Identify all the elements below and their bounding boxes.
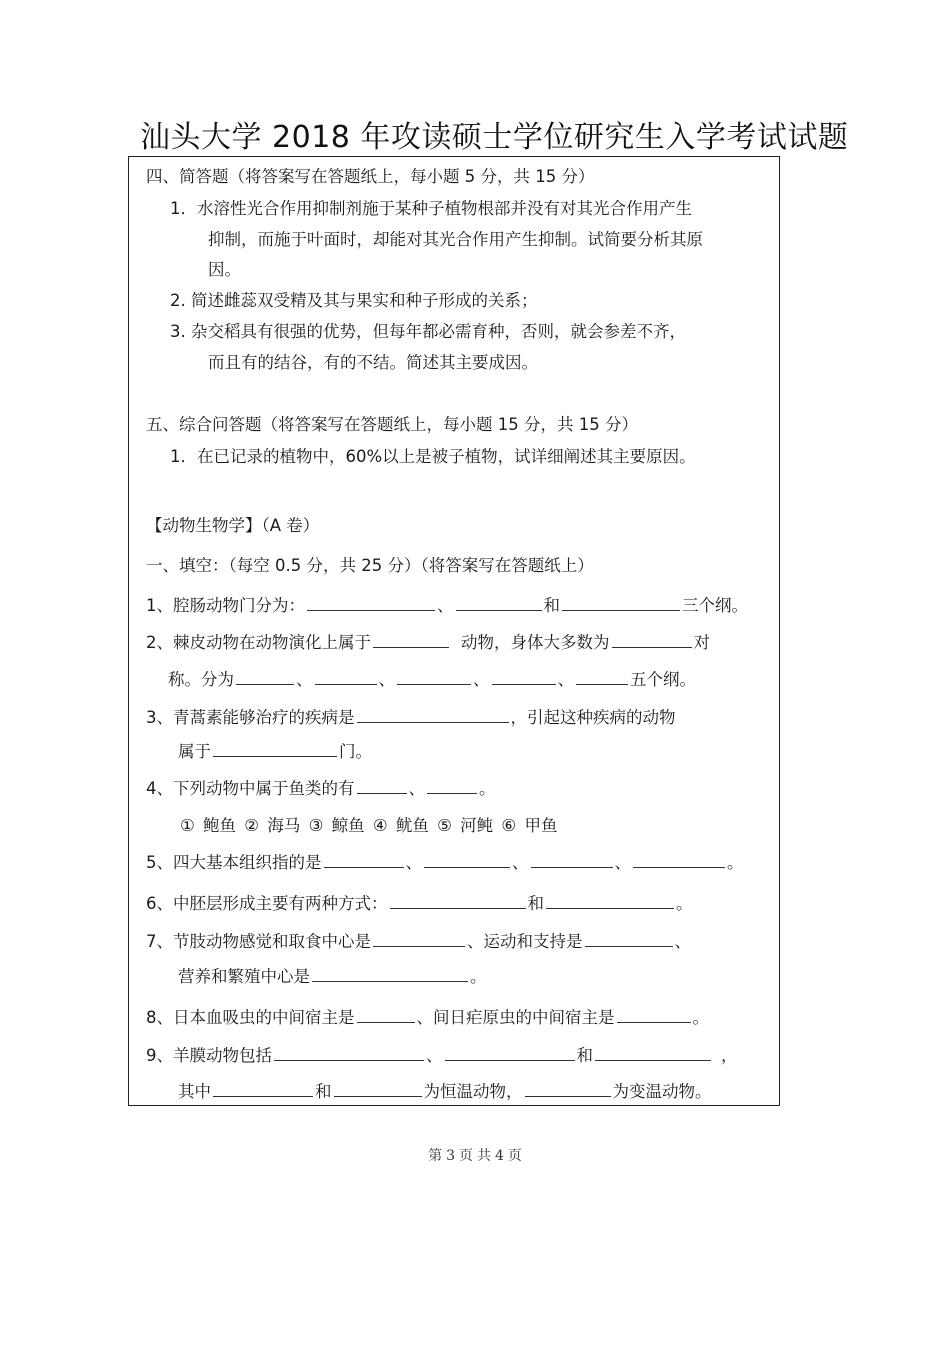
zq9-line2 xyxy=(178,1078,712,1102)
separator: 、 xyxy=(614,853,631,872)
zq2-end: 对 xyxy=(693,633,710,652)
answer-blank[interactable] xyxy=(525,1082,611,1097)
answer-blank[interactable] xyxy=(456,596,542,611)
conjunction: 和 xyxy=(315,1082,332,1101)
zq4-suffix: 。 xyxy=(479,779,496,798)
zq9-end: ， xyxy=(721,1046,738,1065)
s4-q3-line1: 3. 杂交稻具有很强的优势，但每年都必需育种，否则，就会参差不齐， xyxy=(170,322,686,341)
answer-blank[interactable] xyxy=(424,853,510,868)
zq9-prefix: 9、羊膜动物包括 xyxy=(146,1046,272,1065)
conjunction: 和 xyxy=(527,894,544,913)
page-footer xyxy=(0,1145,950,1165)
separator: 、 xyxy=(378,670,395,689)
footer-di: 第 xyxy=(428,1148,443,1164)
zq7-prefix: 7、节肢动物感觉和取食中心是 xyxy=(146,932,371,951)
footer-ye: 页 xyxy=(507,1148,522,1164)
section5-heading: 五、综合问答题（将答案写在答题纸上，每小题 15 分，共 15 分） xyxy=(146,415,638,434)
separator: 、 xyxy=(437,596,454,615)
zq3-line2 xyxy=(178,738,372,762)
answer-blank[interactable] xyxy=(315,670,377,685)
answer-blank[interactable] xyxy=(595,1046,711,1061)
zq4-options: ① 鲍鱼 ② 海马 ③ 鲸鱼 ④ 鱿鱼 ⑤ 河鲀 ⑥ 甲鱼 xyxy=(180,816,558,835)
separator: 、 xyxy=(405,853,422,872)
separator: 、 xyxy=(408,779,425,798)
section4-heading: 四、简答题（将答案写在答题纸上，每小题 5 分，共 15 分） xyxy=(146,167,595,186)
zq9-suffix: 为变温动物。 xyxy=(612,1082,712,1101)
zq5-suffix: 。 xyxy=(727,853,744,872)
conjunction: 和 xyxy=(576,1046,593,1065)
s4-q3-line2: 而且有的结谷，有的不结。简述其主要成因。 xyxy=(208,353,538,372)
answer-blank[interactable] xyxy=(397,670,471,685)
footer-page-number: 3 xyxy=(446,1148,455,1164)
zq2-line1 xyxy=(146,629,710,653)
zq3-suffix: 门。 xyxy=(339,742,372,761)
zq3-line2-prefix: 属于 xyxy=(178,742,211,761)
zq6-suffix: 。 xyxy=(676,894,693,913)
separator: 、 xyxy=(473,670,490,689)
answer-blank[interactable] xyxy=(576,670,628,685)
zq6-line xyxy=(146,890,693,914)
answer-blank[interactable] xyxy=(427,779,477,794)
zq3-mid: ，引起这种疾病的动物 xyxy=(510,708,676,727)
footer-gong: 共 xyxy=(477,1148,491,1164)
zq2-line2-prefix: 称。分为 xyxy=(168,670,234,689)
answer-blank[interactable] xyxy=(562,596,680,611)
zq5-prefix: 5、四大基本组织指的是 xyxy=(146,853,322,872)
zoology-heading: 【动物生物学】（A 卷） xyxy=(146,516,320,535)
zq8-mid: 、间日疟原虫的中间宿主是 xyxy=(416,1008,615,1027)
answer-blank[interactable] xyxy=(612,633,692,648)
zq3-prefix: 3、青蒿素能够治疗的疾病是 xyxy=(146,708,355,727)
answer-blank[interactable] xyxy=(236,670,294,685)
zq9-mid: 为恒温动物， xyxy=(423,1082,523,1101)
answer-blank[interactable] xyxy=(617,1008,691,1023)
s4-q1-line2: 抑制，而施于叶面时，却能对其光合作用产生抑制。试简要分析其原 xyxy=(208,230,703,249)
answer-blank[interactable] xyxy=(373,932,465,947)
zq9-line1 xyxy=(146,1042,738,1066)
zq6-prefix: 6、中胚层形成主要有两种方式： xyxy=(146,894,388,913)
answer-blank[interactable] xyxy=(357,1008,415,1023)
zq7-end: 、 xyxy=(674,932,691,951)
separator: 、 xyxy=(426,1046,443,1065)
answer-blank[interactable] xyxy=(334,1082,422,1097)
zq2-prefix: 2、棘皮动物在动物演化上属于 xyxy=(146,633,371,652)
footer-total-pages: 4 xyxy=(495,1148,504,1164)
answer-blank[interactable] xyxy=(213,1082,313,1097)
s4-q1-line3: 因。 xyxy=(208,260,241,279)
zq3-line1 xyxy=(146,704,676,728)
separator: 、 xyxy=(296,670,313,689)
zq7-mid: 、运动和支持是 xyxy=(467,932,583,951)
answer-blank[interactable] xyxy=(445,1046,575,1061)
zq9-line2-prefix: 其中 xyxy=(178,1082,211,1101)
zq7-line2 xyxy=(178,963,487,987)
zoology-section1-heading: 一、填空：（每空 0.5 分，共 25 分）（将答案写在答题纸上） xyxy=(146,556,594,575)
zq5-line xyxy=(146,849,744,873)
answer-blank[interactable] xyxy=(492,670,556,685)
answer-blank[interactable] xyxy=(633,853,725,868)
zq8-suffix: 。 xyxy=(692,1008,709,1027)
answer-blank[interactable] xyxy=(373,633,449,648)
answer-blank[interactable] xyxy=(307,596,435,611)
answer-blank[interactable] xyxy=(213,742,337,757)
zq1-line xyxy=(146,592,748,616)
answer-blank[interactable] xyxy=(274,1046,424,1061)
zq2-mid: 动物，身体大多数为 xyxy=(461,633,610,652)
answer-blank[interactable] xyxy=(324,853,404,868)
zq7-line1 xyxy=(146,928,691,952)
footer-ye: 页 xyxy=(459,1148,473,1164)
answer-blank[interactable] xyxy=(546,894,674,909)
zq8-prefix: 8、日本血吸虫的中间宿主是 xyxy=(146,1008,355,1027)
answer-blank[interactable] xyxy=(312,967,468,982)
separator: 、 xyxy=(557,670,574,689)
answer-blank[interactable] xyxy=(531,853,613,868)
s5-q1: 1．在已记录的植物中，60%以上是被子植物，试详细阐述其主要原因。 xyxy=(170,447,696,466)
zq1-suffix: 三个纲。 xyxy=(682,596,748,615)
answer-blank[interactable] xyxy=(357,779,407,794)
zq2-line2 xyxy=(168,666,696,690)
zq2-suffix: 五个纲。 xyxy=(630,670,696,689)
zq8-line xyxy=(146,1004,709,1028)
zq7-line2-prefix: 营养和繁殖中心是 xyxy=(178,967,310,986)
page-title: 汕头大学 2018 年攻读硕士学位研究生入学考试试题 xyxy=(140,120,849,155)
answer-blank[interactable] xyxy=(357,708,509,723)
s4-q1-line1: 1．水溶性光合作用抑制剂施于某种子植物根部并没有对其光合作用产生 xyxy=(170,199,692,218)
s4-q2: 2. 简述雌蕊双受精及其与果实和种子形成的关系； xyxy=(170,291,538,310)
zq1-prefix: 1、腔肠动物门分为： xyxy=(146,596,305,615)
zq4-prefix: 4、下列动物中属于鱼类的有 xyxy=(146,779,355,798)
zq4-line1 xyxy=(146,775,496,799)
zq7-suffix: 。 xyxy=(470,967,487,986)
conjunction: 和 xyxy=(543,596,560,615)
answer-blank[interactable] xyxy=(390,894,526,909)
separator: 、 xyxy=(512,853,529,872)
answer-blank[interactable] xyxy=(585,932,673,947)
